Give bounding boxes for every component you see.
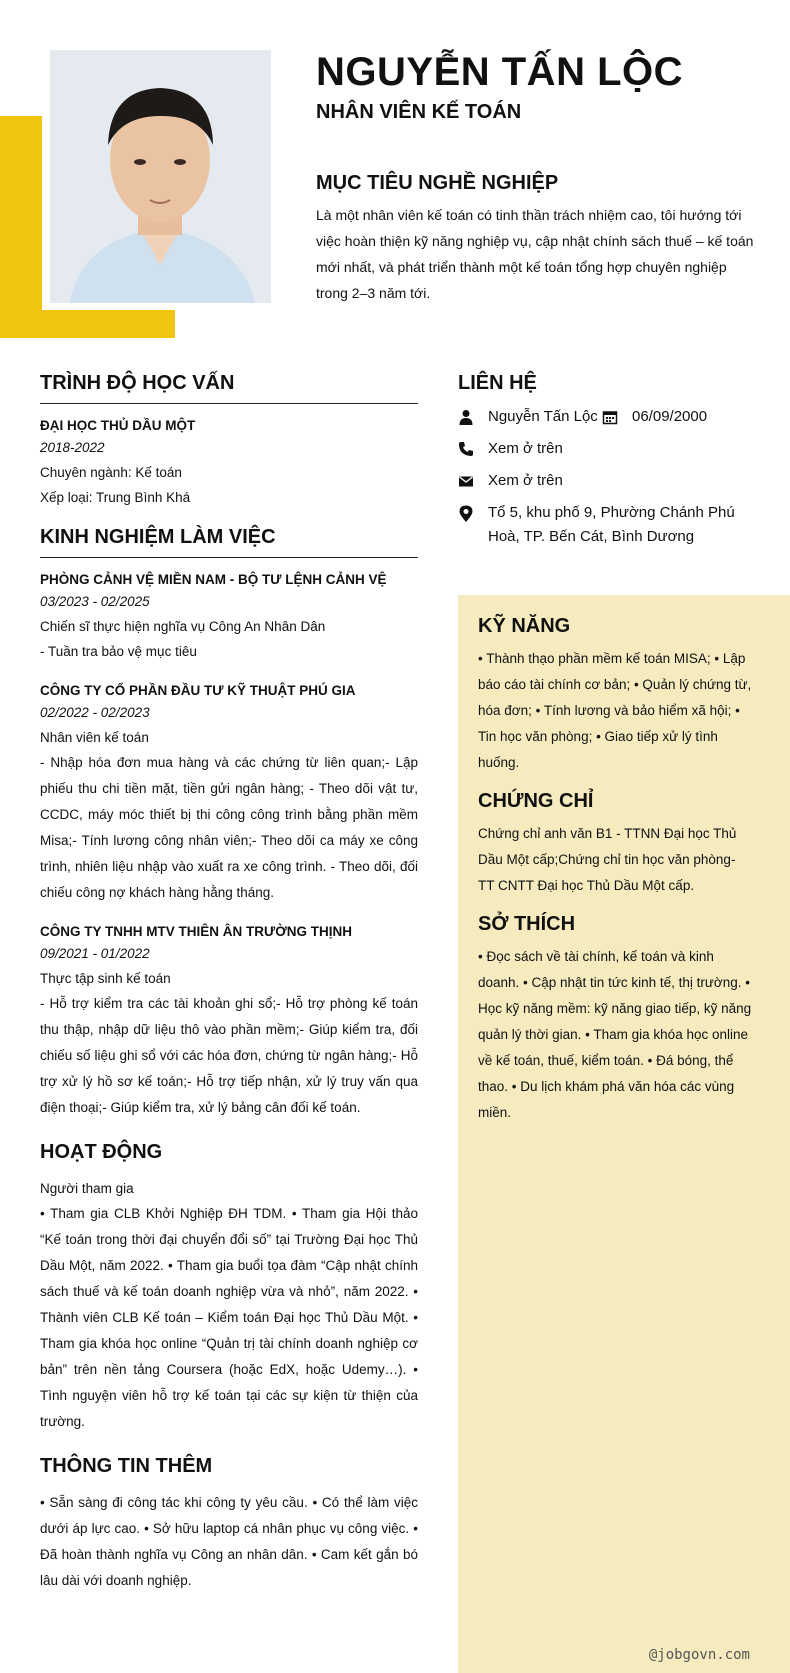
experience-description: - Hỗ trợ kiểm tra các tài khoản ghi sổ;- Hỗ trợ phòng kế toán thu thập, nhập dữ liệu thô vào phần mềm;- Giúp kiểm tra, đối chiếu số liệu ghi sổ với các hóa đơn, chứng từ ngân hàng;- Hỗ trợ xử lý hồ sơ kế toán;- Hỗ trợ tiếp nhận, xử lý truy vấn qua điện thoại;- Giúp kiểm tra, xử lý bảng cân đối kế toán.	[40, 996, 418, 1115]
contact-email-row	[458, 469, 778, 493]
experience-role: Chiến sĩ thực hiện nghĩa vụ Công An Nhân Dân	[40, 619, 326, 634]
phone-icon	[458, 437, 488, 457]
contact-heading: LIÊN HỆ	[458, 372, 537, 394]
accent-bar-horizontal	[0, 310, 175, 338]
watermark: @jobgovn.com	[648, 1647, 750, 1663]
experience-company: PHÒNG CẢNH VỆ MIỀN NAM - BỘ TƯ LỆNH CẢNH VỆ	[40, 572, 387, 587]
mail-icon	[458, 469, 488, 489]
experience-period: 02/2022 - 02/2023	[40, 705, 150, 720]
education-heading: TRÌNH ĐỘ HỌC VẤN	[40, 372, 418, 404]
skills-heading: KỸ NĂNG	[478, 615, 571, 637]
experience-description: - Tuần tra bảo vệ mục tiêu	[40, 644, 197, 659]
experience-role: Thực tập sinh kế toán	[40, 971, 171, 986]
education-period: 2018-2022	[40, 440, 105, 455]
hobbies-description: • Đọc sách về tài chính, kế toán và kinh doanh. • Cập nhật tin tức kinh tế, thị trường. • Học kỹ năng mềm: kỹ năng giao tiếp, kỹ năng quản lý thời gian. • Tham gia khóa học online về kế toán, thuế, kiểm toán. • Đá bóng, thể thao. • Du lịch khám phá văn hóa các vùng miền.	[478, 949, 752, 1120]
certificates-description: Chứng chỉ anh văn B1 - TTNN Đại học Thủ Dầu Một cấp;Chứng chỉ tin học văn phòng- TT CNTT Đại học Thủ Dầu Một cấp.	[478, 826, 737, 893]
job-title: NHÂN VIÊN KẾ TOÁN	[316, 101, 522, 123]
contact-dob: 06/09/2000	[632, 408, 708, 425]
activities-role: Người tham gia	[40, 1181, 134, 1196]
extra-info-heading: THÔNG TIN THÊM	[40, 1455, 213, 1477]
left-column	[40, 372, 418, 1594]
contact-email: Xem ở trên	[488, 472, 563, 489]
experience-period: 03/2023 - 02/2025	[40, 594, 150, 609]
experience-item	[40, 922, 418, 1121]
skills-description: • Thành thạo phần mềm kế toán MISA; • Lập báo cáo tài chính cơ bản; • Quản lý chứng từ, hóa đơn; • Tính lương và bảo hiểm xã hội; • Tin học văn phòng; • Giao tiếp xử lý tình huống.	[478, 651, 752, 770]
experience-period: 09/2021 - 01/2022	[40, 946, 150, 961]
right-sidebar	[458, 595, 790, 1673]
contact-address-row	[458, 501, 778, 549]
experience-item	[40, 681, 418, 906]
hobbies-heading: SỞ THÍCH	[478, 913, 576, 935]
person-icon	[458, 405, 488, 425]
certificates-heading: CHỨNG CHỈ	[478, 790, 594, 812]
education-major: Chuyên ngành: Kế toán	[40, 465, 182, 480]
education-grade: Xếp loại: Trung Bình Khá	[40, 490, 191, 505]
experience-role: Nhân viên kế toán	[40, 730, 149, 745]
experience-heading: KINH NGHIỆM LÀM VIỆC	[40, 526, 418, 558]
experience-company: CÔNG TY TNHH MTV THIÊN ÂN TRƯỜNG THỊNH	[40, 924, 352, 939]
experience-description: - Nhập hóa đơn mua hàng và các chứng từ liên quan;- Lập phiếu thu chi tiền mặt, tiền gửi ngân hàng; - Theo dõi vật tư, CCDC, máy móc thiết bị thi công công trình bằng phần mềm Misa;- Tính lương công nhân viên;- Theo dõi ca máy xe công trình, nhiên liệu nhập vào xuất ra xe công trình. - Theo dõi, đối chiếu công nợ khách hàng hằng tháng.	[40, 755, 418, 900]
profile-photo	[50, 50, 271, 303]
experience-company: CÔNG TY CỔ PHẦN ĐẦU TƯ KỸ THUẬT PHÚ GIA	[40, 683, 356, 698]
activities-heading: HOẠT ĐỘNG	[40, 1141, 163, 1163]
contact-name: Nguyễn Tấn Lộc	[488, 408, 598, 425]
experience-item	[40, 570, 418, 665]
accent-bar-vertical	[0, 116, 42, 338]
candidate-name: NGUYỄN TẤN LỘC	[316, 50, 683, 94]
calendar-icon	[602, 405, 632, 425]
extra-info-description: • Sẵn sàng đi công tác khi công ty yêu cầu. • Có thể làm việc dưới áp lực cao. • Sở hữu laptop cá nhân phục vụ công việc. • Đã hoàn thành nghĩa vụ Công an nhân dân. • Cam kết gắn bó lâu dài với doanh nghiệp.	[40, 1495, 418, 1588]
contact-phone: Xem ở trên	[488, 440, 563, 457]
activities-description: • Tham gia CLB Khởi Nghiệp ĐH TDM. • Tham gia Hội thảo “Kế toán trong thời đại chuyển đổi số” tại Trường Đại học Thủ Dầu Một, năm 2022. • Tham gia buổi tọa đàm “Cập nhật chính sách thuế và kế toán doanh nghiệp vừa và nhỏ”, năm 2022. • Thành viên CLB Kế toán – Kiểm toán Đại học Thủ Dầu Một. • Tham gia khóa học online “Quản trị tài chính doanh nghiệp cơ bản” trên nền tảng Coursera (hoặc EdX, hoặc Udemy…). • Tình nguyện viên hỗ trợ kế toán tại các sự kiện từ thiện của trường.	[40, 1206, 418, 1429]
contact-address: Tổ 5, khu phố 9, Phường Chánh Phú Hoà, TP. Bến Cát, Bình Dương	[488, 504, 735, 545]
objective-heading: MỤC TIÊU NGHỀ NGHIỆP	[316, 172, 559, 194]
objective-text: Là một nhân viên kế toán có tinh thần trách nhiệm cao, tôi hướng tới việc hoàn thiện kỹ năng nghiệp vụ, cập nhật chính sách thuế – kế toán mới nhất, và phát triển thành một kế toán tổng hợp chuyên nghiệp trong 2–3 năm tới.	[316, 207, 754, 301]
education-school: ĐẠI HỌC THỦ DẦU MỘT	[40, 418, 196, 433]
contact-section	[458, 372, 778, 557]
location-icon	[458, 501, 488, 523]
contact-phone-row	[458, 437, 778, 461]
contact-name-row	[458, 405, 778, 429]
